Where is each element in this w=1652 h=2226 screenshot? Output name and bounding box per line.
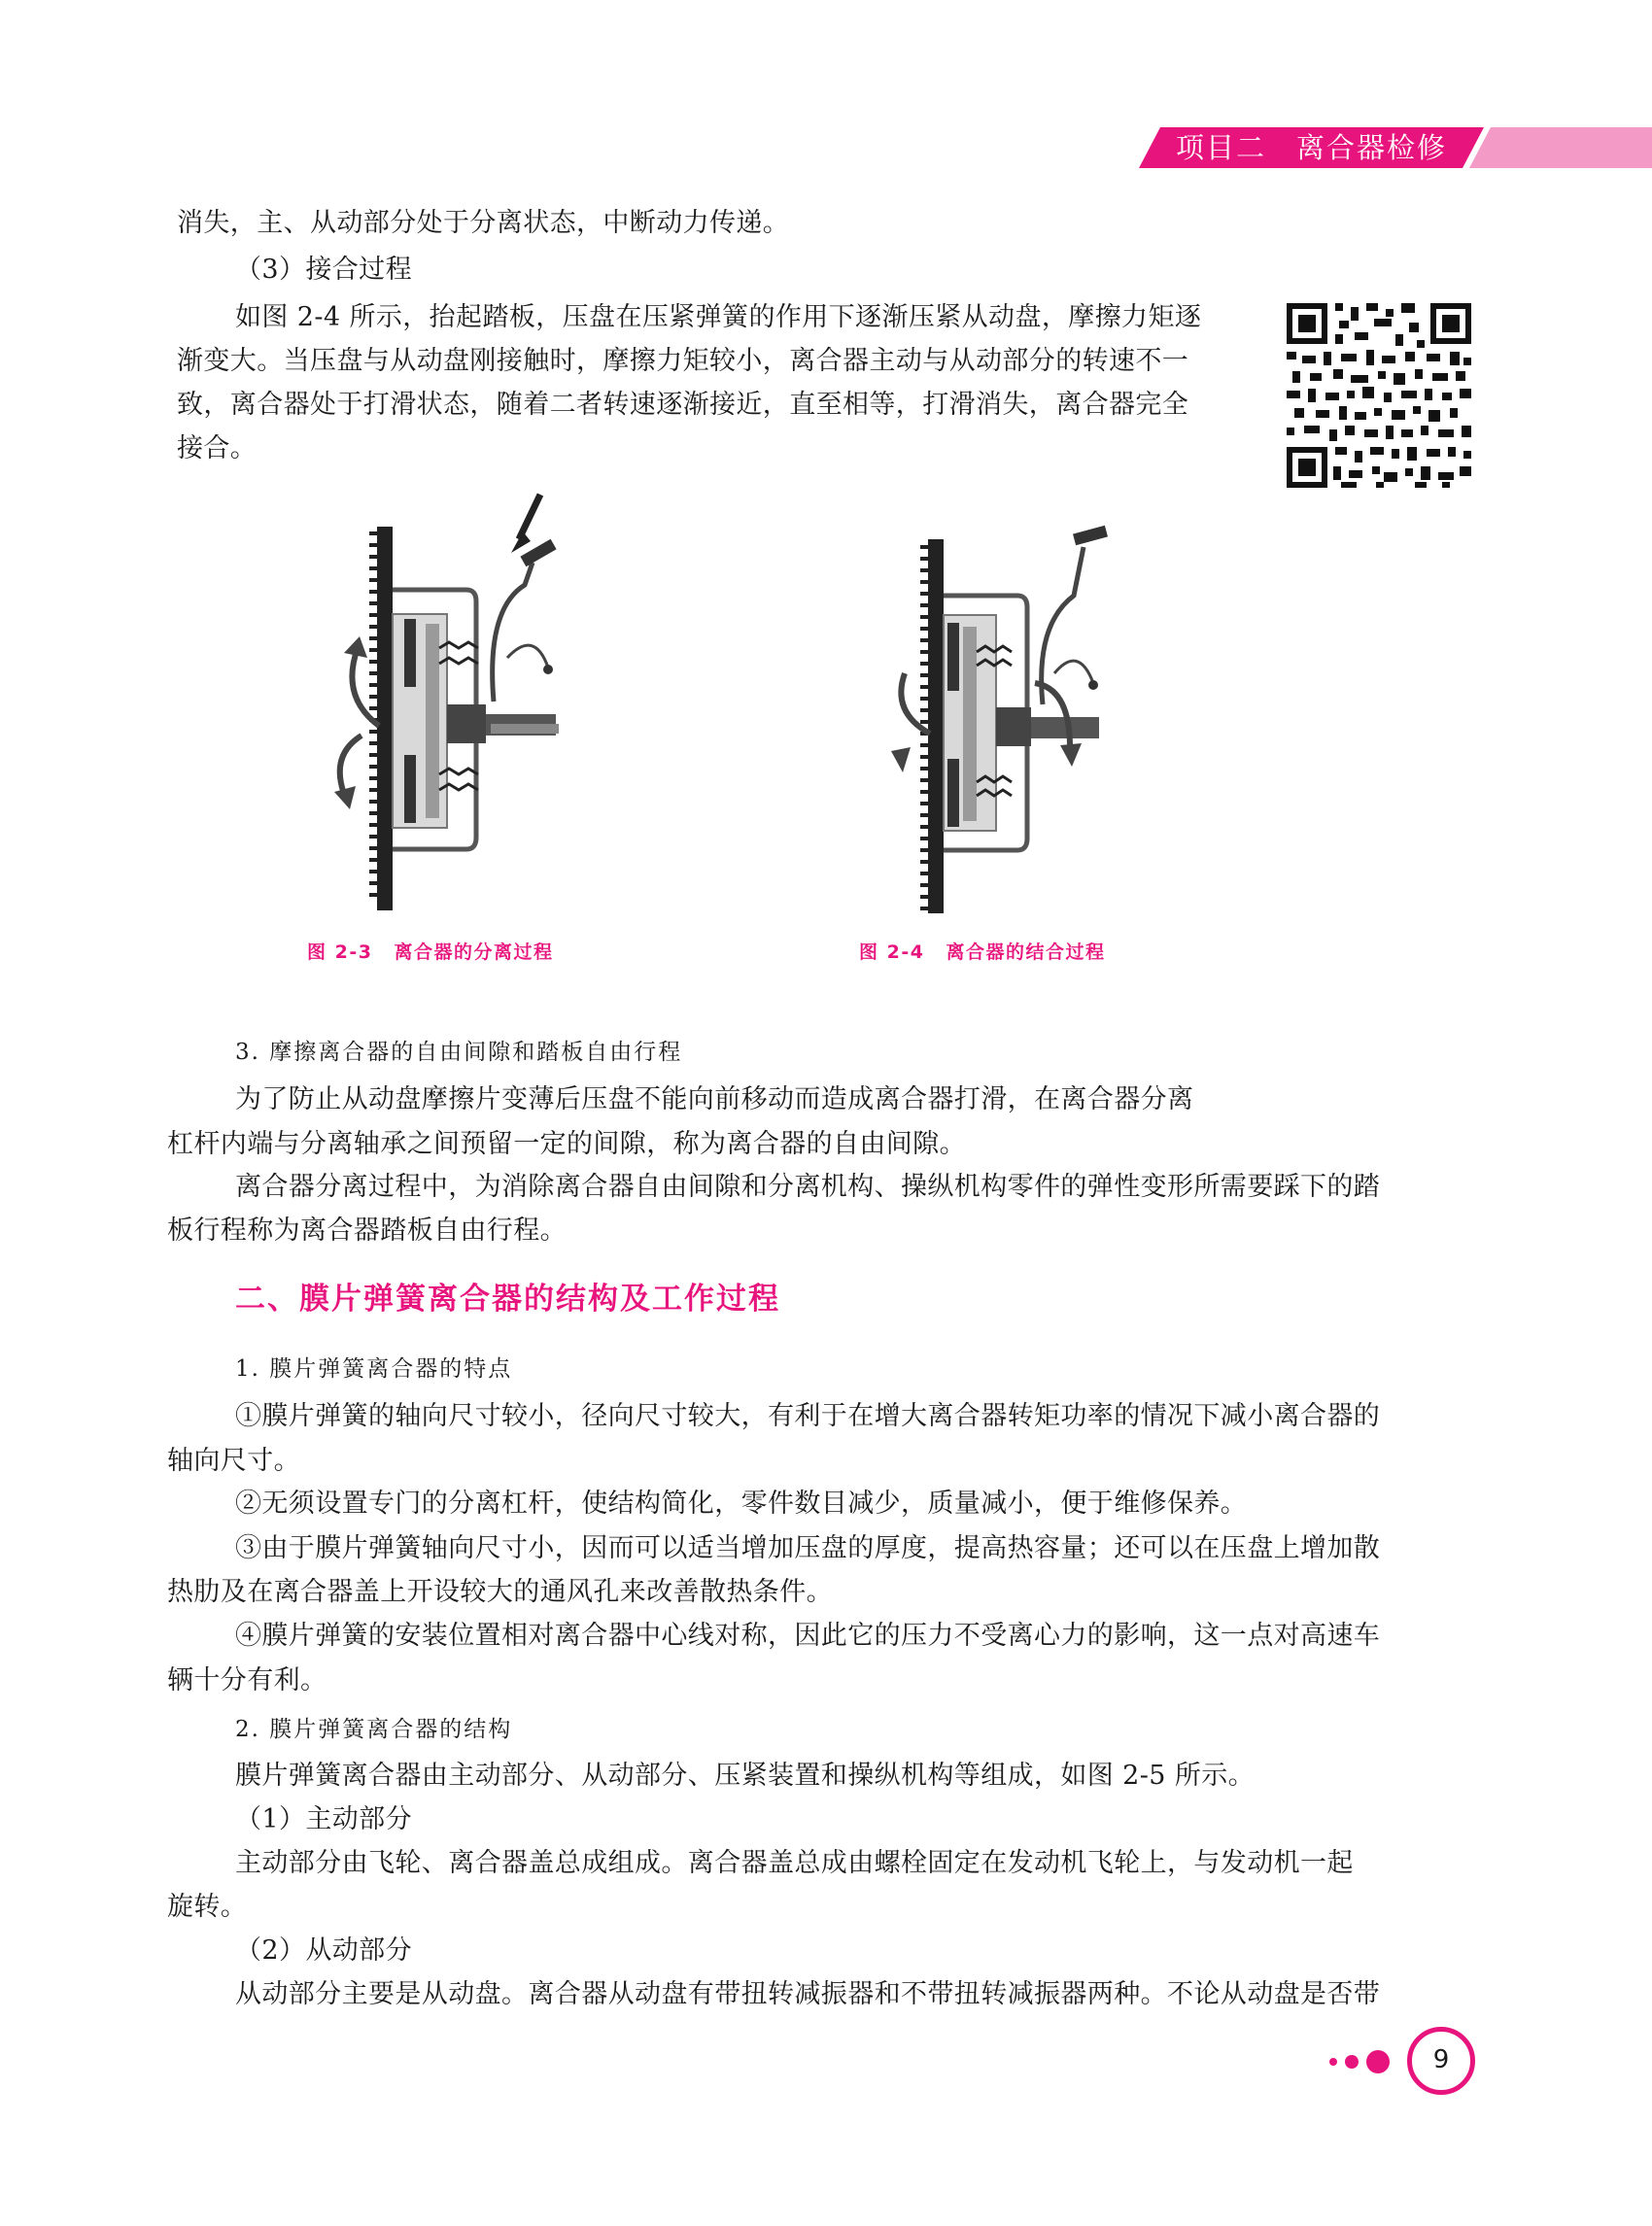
subsection-title: （2）从动部分 [235, 1935, 412, 1966]
paragraph-line: 轴向尺寸。 [167, 1446, 300, 1476]
header-title: 项目二 离合器检修 [1175, 131, 1447, 164]
paragraph-line: 消失，主、从动部分处于分离状态，中断动力传递。 [177, 208, 790, 238]
figure-number: 图 2-3 [307, 942, 373, 963]
subsection-title: 3. 摩擦离合器的自由间隙和踏板自由行程 [235, 1040, 683, 1065]
qr-code-icon[interactable] [1287, 303, 1471, 488]
paragraph-line: ④膜片弹簧的安装位置相对离合器中心线对称，因此它的压力不受离心力的影响，这一点对高速车 [235, 1621, 1381, 1651]
figure-caption-text: 离合器的分离过程 [394, 942, 554, 963]
subsection-title: （1）主动部分 [235, 1804, 412, 1834]
paragraph-line: 辆十分有利。 [167, 1665, 327, 1695]
paragraph-line: 杠杆内端与分离轴承之间预留一定的间隙，称为离合器的自由间隙。 [167, 1129, 966, 1159]
paragraph-line: 致，离合器处于打滑状态，随着二者转速逐渐接近，直至相等，打滑消失，离合器完全 [177, 390, 1189, 420]
paragraph-line: 热肋及在离合器盖上开设较大的通风孔来改善散热条件。 [167, 1577, 833, 1607]
paragraph-line: 旋转。 [167, 1892, 248, 1922]
paragraph-line: 板行程称为离合器踏板自由行程。 [167, 1216, 567, 1246]
paragraph-line: ③由于膜片弹簧轴向尺寸小，因而可以适当增加压盘的厚度，提高热容量；还可以在压盘上增加散 [235, 1533, 1381, 1563]
figure-caption-text: 离合器的结合过程 [946, 942, 1106, 963]
figure-caption [307, 938, 553, 964]
paragraph-line: 接合。 [177, 433, 258, 463]
paragraph-line: 膜片弹簧离合器由主动部分、从动部分、压紧装置和操纵机构等组成，如图 2-5 所示。 [235, 1761, 1256, 1791]
section-heading: 二、膜片弹簧离合器的结构及工作过程 [235, 1282, 780, 1317]
paragraph-line: ①膜片弹簧的轴向尺寸较小，径向尺寸较大，有利于在增大离合器转矩功率的情况下减小离合器的 [235, 1401, 1381, 1431]
figure-number: 图 2-4 [859, 942, 925, 963]
paragraph-line: 离合器分离过程中，为消除离合器自由间隙和分离机构、操纵机构零件的弹性变形所需要踩下的踏 [235, 1172, 1381, 1202]
paragraph-line: 如图 2-4 所示，抬起踏板，压盘在压紧弹簧的作用下逐渐压紧从动盘，摩擦力矩逐 [235, 302, 1202, 332]
figure-clutch-disengage [330, 483, 573, 920]
subsection-title: 1. 膜片弹簧离合器的特点 [235, 1356, 513, 1382]
header-banner-tail [1469, 127, 1652, 168]
figure-clutch-engage [879, 518, 1113, 926]
paragraph-line: 为了防止从动盘摩擦片变薄后压盘不能向前移动而造成离合器打滑，在离合器分离 [235, 1084, 1194, 1114]
page-number: 9 [1407, 2027, 1475, 2095]
paragraph-line: ②无须设置专门的分离杠杆，使结构简化，零件数目减少，质量减小，便于维修保养。 [235, 1489, 1248, 1519]
subsection-title: （3）接合过程 [235, 255, 412, 285]
subsection-title: 2. 膜片弹簧离合器的结构 [235, 1717, 513, 1742]
paragraph-line: 主动部分由飞轮、离合器盖总成组成。离合器盖总成由螺栓固定在发动机飞轮上，与发动机一起 [235, 1848, 1354, 1878]
paragraph-line: 从动部分主要是从动盘。离合器从动盘有带扭转减振器和不带扭转减振器两种。不论从动盘是否带 [235, 1979, 1381, 2009]
paragraph-line: 渐变大。当压盘与从动盘刚接触时，摩擦力矩较小，离合器主动与从动部分的转速不一 [177, 346, 1189, 376]
figure-caption [859, 938, 1105, 964]
